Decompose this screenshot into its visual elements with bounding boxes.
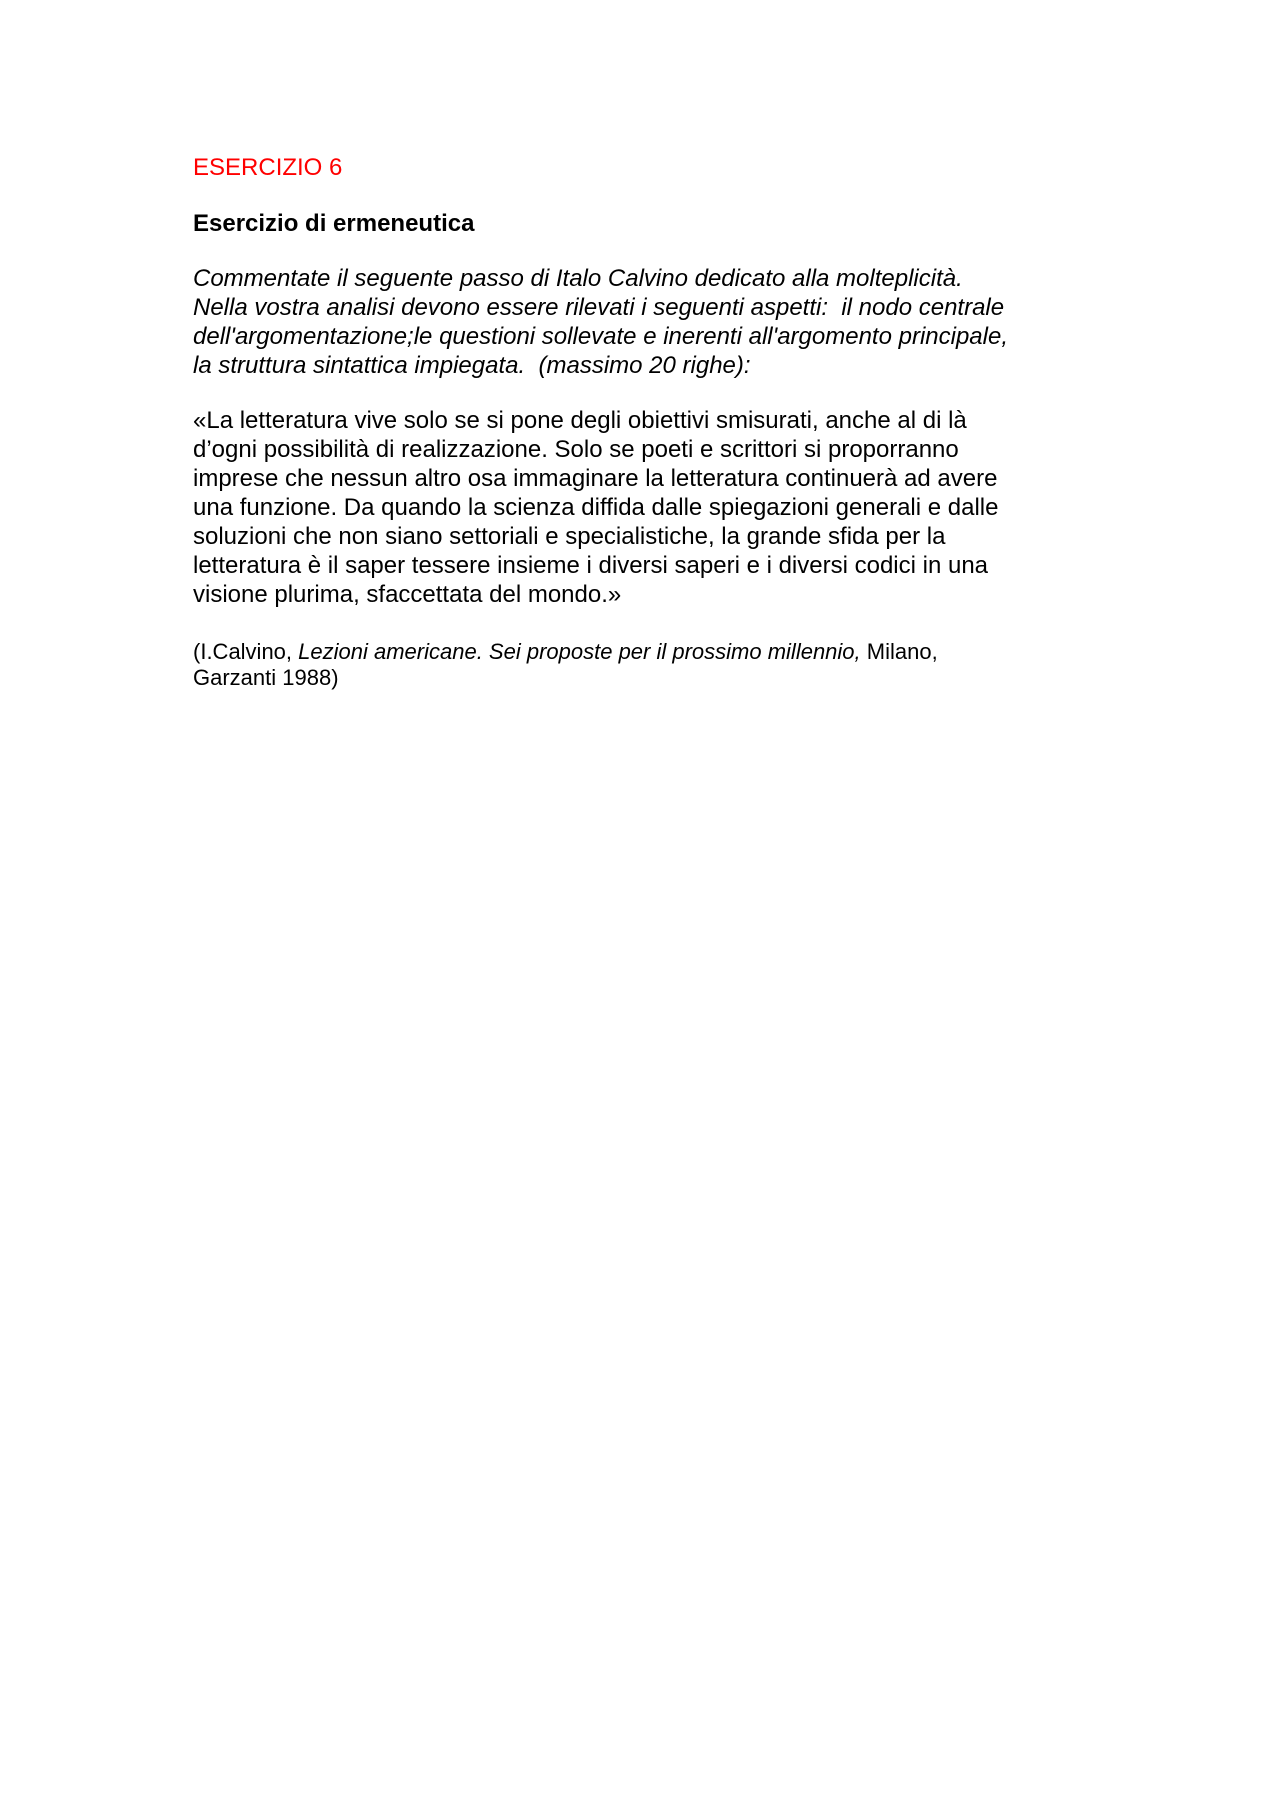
exercise-title: Esercizio di ermeneutica [193, 210, 475, 237]
quote-line: imprese che nessun altro osa immaginare la letteratura continuerà ad avere [193, 465, 998, 492]
citation-prefix: (I.Calvino, [193, 639, 299, 664]
instruction-line: dell'argomentazione;le questioni sollevate e inerenti all'argomento principale, [193, 323, 1008, 350]
exercise-number-heading: ESERCIZIO 6 [193, 154, 343, 181]
quote-line: letteratura è il saper tessere insieme i diversi saperi e i diversi codici in una [193, 552, 989, 579]
quote-line: soluzioni che non siano settoriali e specialistiche, la grande sfida per la [193, 523, 946, 550]
citation-publisher: Garzanti 1988) [193, 665, 339, 690]
citation-line [193, 639, 1093, 665]
quote-line: visione plurima, sfaccettata del mondo.» [193, 581, 622, 608]
quote-line: una funzione. Da quando la scienza diffida dalle spiegazioni generali e dalle [193, 494, 999, 521]
citation-book-title: Lezioni americane. Sei proposte per il prossimo millennio, [298, 639, 861, 664]
quote-line: «La letteratura vive solo se si pone degli obiettivi smisurati, anche al di là [193, 407, 967, 434]
instruction-line: la struttura sintattica impiegata. (massimo 20 righe): [193, 352, 751, 379]
instructions-paragraph [193, 264, 1093, 380]
page-content [193, 150, 1093, 691]
instruction-line: Commentate il seguente passo di Italo Calvino dedicato alla molteplicità. [193, 265, 963, 292]
calvino-quote [193, 406, 1093, 609]
quote-line: d’ogni possibilità di realizzazione. Solo se poeti e scrittori si proporranno [193, 436, 959, 463]
citation [193, 639, 1093, 691]
instruction-line: Nella vostra analisi devono essere rilevati i seguenti aspetti: il nodo centrale [193, 294, 1005, 321]
citation-suffix: Milano, [860, 639, 938, 664]
